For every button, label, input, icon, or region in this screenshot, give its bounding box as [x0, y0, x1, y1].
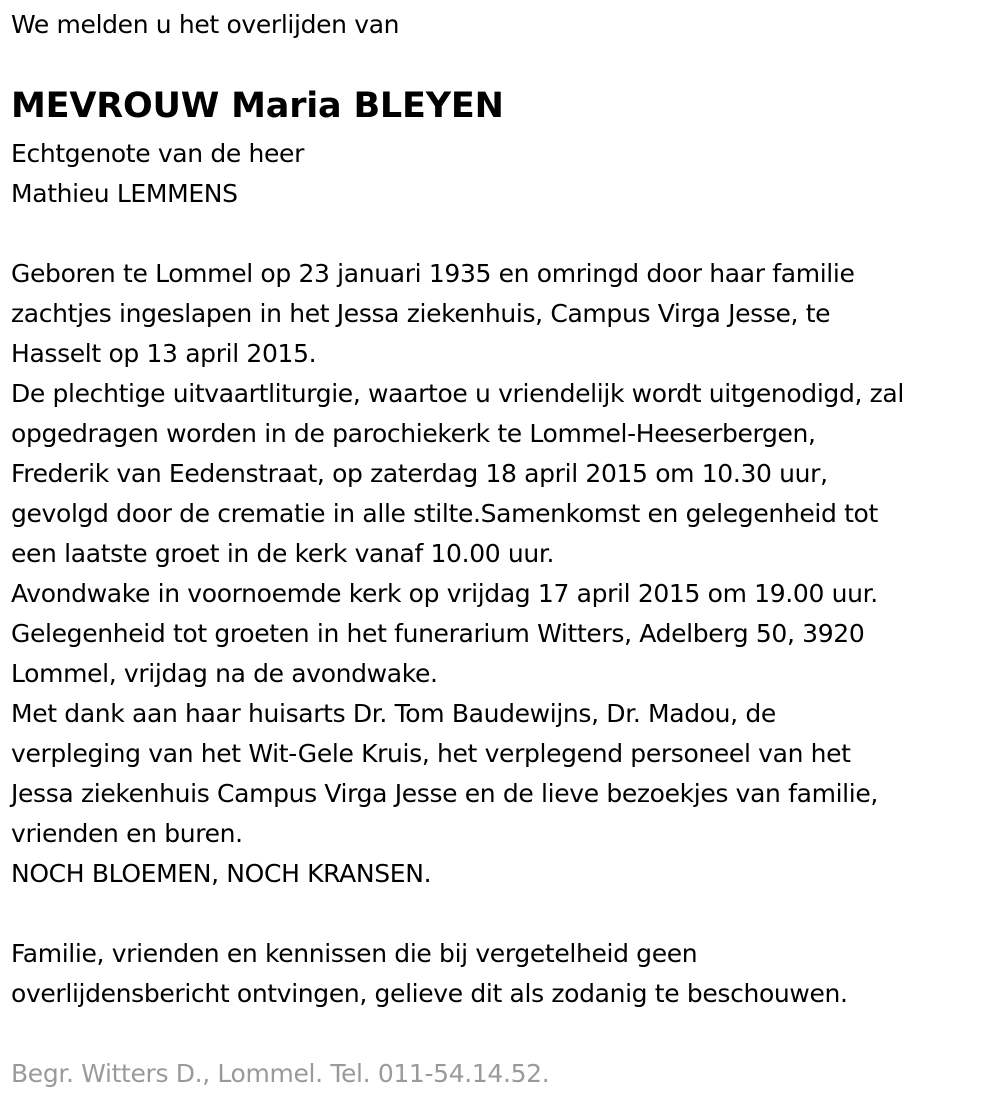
body-line: Met dank aan haar huisarts Dr. Tom Baudewijns, Dr. Madou, de: [11, 699, 776, 728]
body-line: Gelegenheid tot groeten in het funerarium Witters, Adelberg 50, 3920: [11, 619, 865, 648]
body-line: Frederik van Eedenstraat, op zaterdag 18 april 2015 om 10.30 uur,: [11, 459, 828, 488]
body-line: Hasselt op 13 april 2015.: [11, 339, 317, 368]
no-flowers-line: NOCH BLOEMEN, NOCH KRANSEN.: [11, 859, 432, 888]
closing-line: Familie, vrienden en kennissen die bij vergetelheid geen: [11, 939, 698, 968]
spouse-line-1: Echtgenote van de heer: [11, 139, 304, 168]
body-line: Geboren te Lommel op 23 januari 1935 en omringd door haar familie: [11, 259, 855, 288]
closing-line: overlijdensbericht ontvingen, gelieve dit als zodanig te beschouwen.: [11, 979, 848, 1008]
intro-text: We melden u het overlijden van: [11, 10, 400, 39]
funeral-director-footer: Begr. Witters D., Lommel. Tel. 011-54.14.52.: [11, 1059, 550, 1088]
body-line: verpleging van het Wit-Gele Kruis, het verplegend personeel van het: [11, 739, 851, 768]
body-line: gevolgd door de crematie in alle stilte.Samenkomst en gelegenheid tot: [11, 499, 878, 528]
body-line: De plechtige uitvaartliturgie, waartoe u vriendelijk wordt uitgenodigd, zal: [11, 379, 904, 408]
deceased-name: MEVROUW Maria BLEYEN: [11, 86, 504, 126]
body-line: vrienden en buren.: [11, 819, 243, 848]
body-line: Jessa ziekenhuis Campus Virga Jesse en de lieve bezoekjes van familie,: [11, 779, 878, 808]
body-line: opgedragen worden in de parochiekerk te Lommel-Heeserbergen,: [11, 419, 816, 448]
body-line: Lommel, vrijdag na de avondwake.: [11, 659, 438, 688]
spouse-line-2: Mathieu LEMMENS: [11, 179, 238, 208]
body-line: een laatste groet in de kerk vanaf 10.00 uur.: [11, 539, 555, 568]
body-line: zachtjes ingeslapen in het Jessa ziekenhuis, Campus Virga Jesse, te: [11, 299, 831, 328]
body-line: Avondwake in voornoemde kerk op vrijdag 17 april 2015 om 19.00 uur.: [11, 579, 878, 608]
